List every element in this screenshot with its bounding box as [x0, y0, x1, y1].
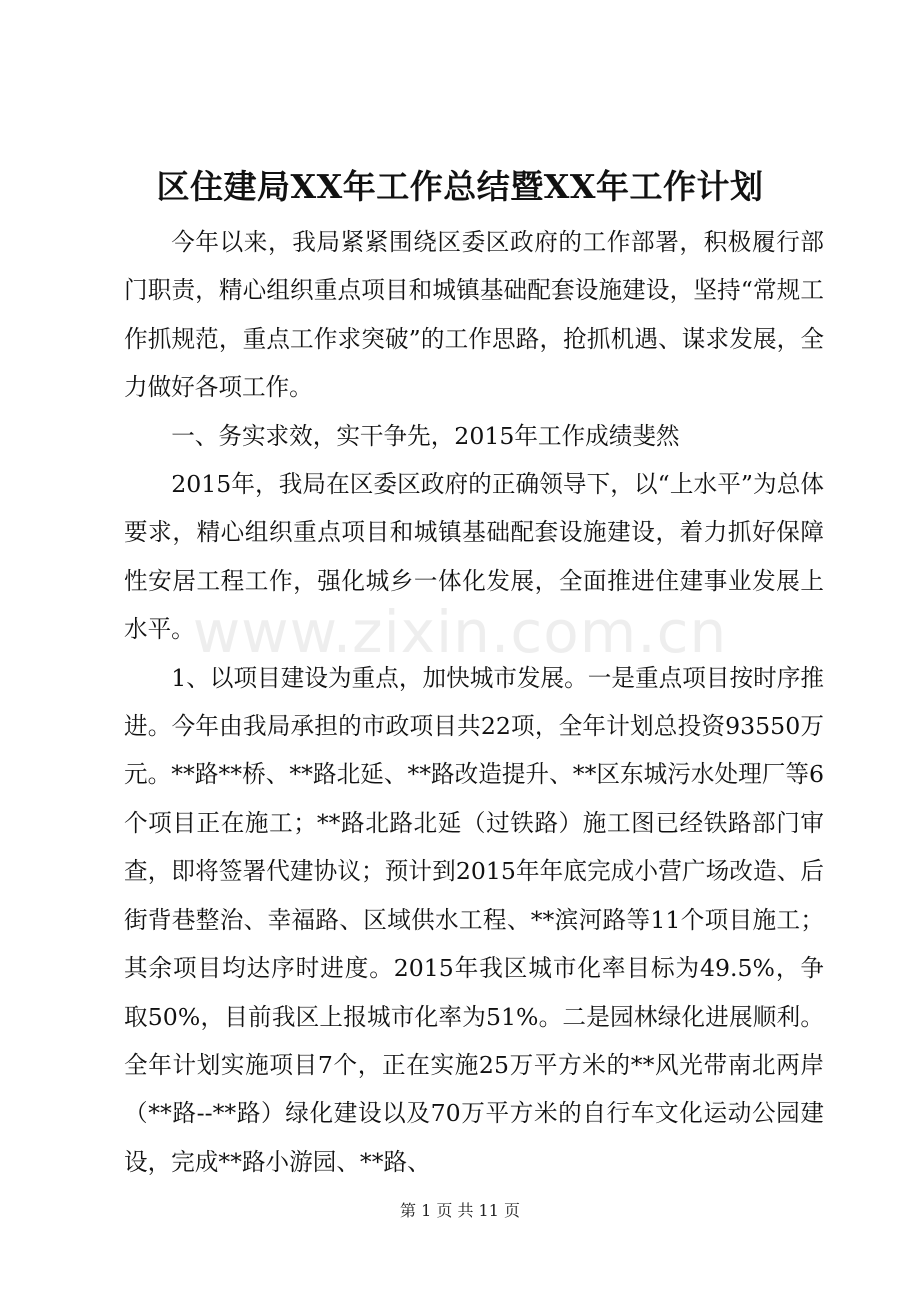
paragraph-project-construction: 1、以项目建设为重点，加快城市发展。一是重点项目按时序推进。今年由我局承担的市政项目共22项，全年计划总投资93550万元。**路**桥、**路北延、**路改造提升、**区东城污水处理厂等6个项目正在施工；**路北路北延（过铁路）施工图已经铁路部门审查，即将签署代建协议；预计到2015年年底完成小营广场改造、后街背巷整治、幸福路、区域供水工程、**滨河路等11个项目施工；其余项目均达序时进度。2015年我区城市化率目标为49.5%，争取50%，目前我区上报城市化率为51%。二是园林绿化进展顺利。全年计划实施项目7个，正在实施25万平方米的**风光带南北两岸（**路--**路）绿化建设以及70万平方米的自行车文化运动公园建设，完成**路小游园、**路、 — [124, 663, 824, 1176]
document-title: 区住建局XX年工作总结暨XX年工作计划 — [156, 167, 764, 206]
document-body — [124, 218, 824, 1186]
paragraph-summary-2015: 2015年，我局在区委区政府的正确领导下，以“上水平”为总体要求，精心组织重点项目和城镇基础配套设施建设，着力抓好保障性安居工程工作，强化城乡一体化发展，全面推进住建事业发展上水平。 — [124, 470, 824, 644]
paragraph-intro: 今年以来，我局紧紧围绕区委区政府的工作部署，积极履行部门职责，精心组织重点项目和城镇基础配套设施建设，坚持“常规工作抓规范，重点工作求突破”的工作思路，抢抓机遇、谋求发展，全力做好各项工作。 — [124, 228, 824, 402]
watermark: www.zixin.com.cn — [192, 598, 728, 666]
page-number-footer: 第 1 页 共 11 页 — [400, 1201, 520, 1220]
paragraph-section-heading: 一、务实求效，实干争先，2015年工作成绩斐然 — [171, 421, 680, 450]
